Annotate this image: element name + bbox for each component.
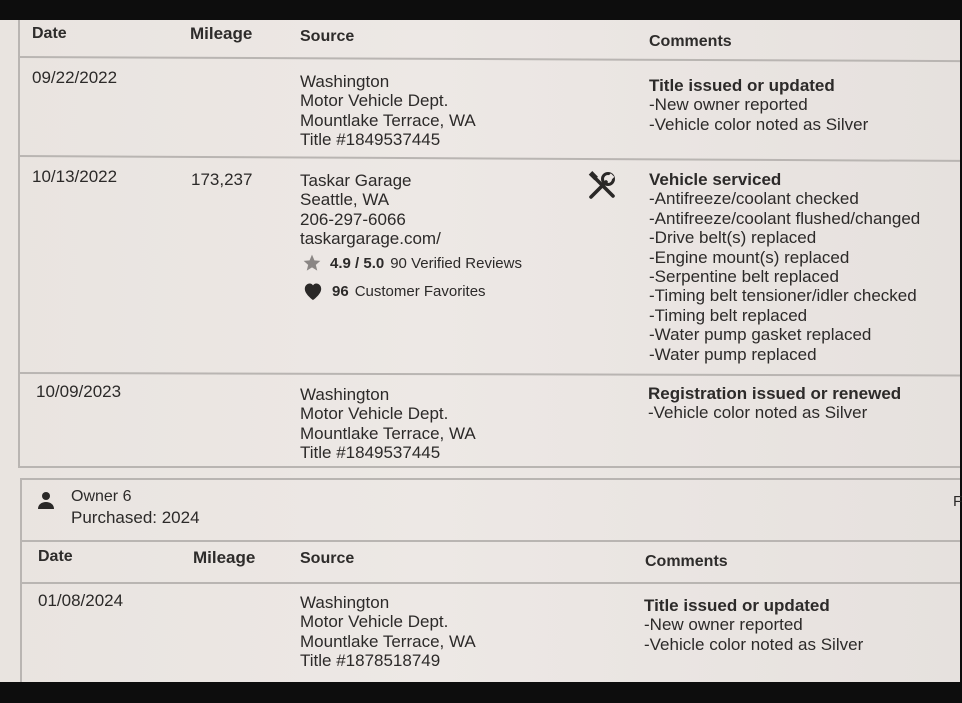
edge-character: F	[953, 493, 962, 510]
source-line: 206-297-6066	[300, 209, 406, 229]
comment-item: -Engine mount(s) replaced	[649, 247, 850, 267]
row-divider	[18, 372, 960, 376]
comment-title: Title issued or updated	[649, 76, 835, 95]
col-header-comments: Comments	[645, 553, 728, 570]
col-header-source: Source	[300, 550, 355, 567]
col-header-mileage: Mileage	[190, 24, 253, 43]
source-line: Mountlake Terrace, WA	[300, 110, 476, 130]
source-line: taskargarage.com/	[300, 229, 441, 249]
header-divider	[20, 582, 960, 584]
comment-item: -Vehicle color noted as Silver	[644, 634, 864, 654]
source-line: Title #1878518749	[300, 651, 441, 671]
row-comments	[649, 170, 920, 364]
comment-item: -Drive belt(s) replaced	[649, 228, 817, 248]
comment-item: -New owner reported	[644, 615, 803, 635]
row-source	[300, 171, 441, 249]
table-left-border	[18, 20, 20, 468]
comment-item: -Water pump replaced	[649, 344, 817, 364]
star-icon	[302, 253, 322, 273]
person-icon	[36, 490, 56, 510]
comment-item: -Water pump gasket replaced	[649, 325, 872, 345]
source-line: Title #1849537445	[300, 443, 441, 463]
source-line: Seattle, WA	[300, 190, 390, 210]
comment-item: -Timing belt tensioner/idler checked	[649, 286, 917, 306]
comment-item: -Serpentine belt replaced	[649, 266, 839, 286]
table-bottom-border	[18, 466, 960, 468]
row-source	[300, 72, 476, 150]
row-source	[300, 593, 476, 671]
comment-item: -Vehicle color noted as Silver	[648, 403, 868, 423]
comment-item: -Antifreeze/coolant checked	[649, 189, 859, 209]
row-date: 10/13/2022	[32, 167, 118, 186]
favorites-label: Customer Favorites	[354, 282, 486, 300]
comment-item: -Antifreeze/coolant flushed/changed	[649, 208, 921, 228]
heart-icon	[302, 281, 324, 301]
row-comments	[644, 596, 863, 654]
source-line: Motor Vehicle Dept.	[300, 91, 449, 111]
row-date: 09/22/2022	[32, 68, 118, 87]
row-divider	[18, 155, 960, 162]
col-header-comments: Comments	[649, 33, 732, 50]
row-source	[300, 385, 476, 463]
row-date: 10/09/2023	[36, 382, 122, 401]
row-comments	[649, 76, 868, 134]
col-header-date: Date	[32, 25, 67, 42]
owner-box-left-border	[20, 478, 22, 682]
comment-title: Registration issued or renewed	[648, 384, 902, 403]
owner-label: Owner 6	[71, 488, 132, 505]
favorites-count: 96	[332, 282, 349, 300]
row-comments	[648, 384, 901, 423]
comment-item: -Timing belt replaced	[649, 305, 808, 325]
shop-favorites	[302, 281, 486, 301]
comment-title: Title issued or updated	[644, 596, 830, 615]
source-line: Mountlake Terrace, WA	[300, 423, 476, 443]
purchased-label: Purchased: 2024	[71, 508, 200, 527]
header-divider	[18, 56, 960, 62]
comment-title: Vehicle serviced	[649, 170, 782, 189]
rating-reviews: 90 Verified Reviews	[390, 254, 522, 272]
shop-rating	[302, 253, 522, 273]
source-line: Washington	[300, 593, 390, 612]
rating-value: 4.9 / 5.0	[330, 254, 385, 272]
source-line: Washington	[300, 72, 390, 91]
source-line: Motor Vehicle Dept.	[300, 612, 449, 632]
source-line: Mountlake Terrace, WA	[300, 631, 476, 651]
comment-item: -New owner reported	[649, 95, 808, 115]
tools-icon	[586, 171, 618, 201]
owner-header-divider	[20, 540, 960, 542]
owner-box-top-border	[20, 478, 960, 480]
col-header-mileage: Mileage	[193, 548, 256, 567]
source-line: Washington	[300, 385, 390, 404]
comment-item: -Vehicle color noted as Silver	[649, 114, 869, 134]
source-line: Title #1849537445	[300, 130, 441, 150]
source-line: Motor Vehicle Dept.	[300, 404, 449, 424]
vehicle-history-page	[0, 20, 960, 682]
col-header-date: Date	[38, 548, 73, 565]
source-line: Taskar Garage	[300, 171, 412, 190]
col-header-source: Source	[300, 28, 355, 45]
row-date: 01/08/2024	[38, 591, 124, 610]
row-mileage: 173,237	[191, 170, 253, 189]
